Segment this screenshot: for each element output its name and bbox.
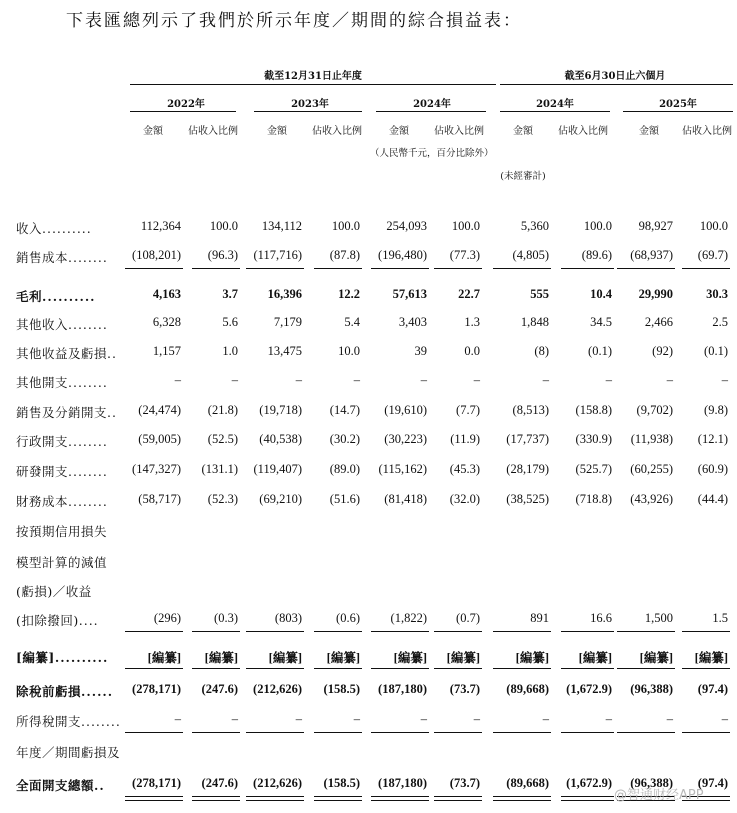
amount-cell: 6,328	[152, 315, 181, 329]
ratio-cell: (44.4)	[697, 492, 728, 506]
ratio-cell: (12.1)	[697, 432, 728, 446]
subtotal-rule	[493, 732, 551, 733]
subtotal-rule	[246, 668, 304, 669]
amount-cell: (19,610)	[384, 403, 427, 417]
amount-cell: 4,163	[152, 287, 181, 301]
amount-cell: (278,171)	[132, 776, 181, 790]
amount-cell: –	[295, 373, 302, 387]
table-row	[0, 582, 737, 604]
ratio-cell: [編纂]	[578, 651, 612, 665]
row-label-text: 除稅前虧損	[16, 684, 82, 699]
amount-cell: [編纂]	[147, 651, 181, 665]
ratio-cell: 100.0	[331, 219, 360, 233]
year-header-2023: 2023年	[291, 99, 329, 110]
amount-cell: (69,210)	[259, 492, 302, 506]
col-header-ratio: 佔收入比例	[682, 126, 732, 137]
table-row	[0, 432, 737, 454]
row-label-text: 所得稅開支	[16, 714, 82, 729]
ratio-cell: (52.3)	[207, 492, 238, 506]
ratio-cell: [編纂]	[446, 651, 480, 665]
total-double-rule	[434, 796, 482, 801]
amount-cell: 5,360	[520, 219, 549, 233]
row-label-text: 研發開支	[16, 464, 69, 479]
ratio-cell: (9.8)	[704, 403, 728, 417]
subtotal-rule	[617, 268, 675, 269]
ratio-cell: –	[353, 712, 360, 726]
subtotal-rule	[371, 668, 429, 669]
amount-cell: 57,613	[392, 287, 427, 301]
ratio-cell: 5.6	[222, 315, 238, 329]
amount-cell: [編纂]	[268, 651, 302, 665]
row-label-text: 其他收入	[16, 317, 69, 332]
ratio-cell: (0.1)	[704, 344, 728, 358]
subtotal-rule	[125, 631, 183, 632]
ratio-cell: 16.6	[590, 611, 612, 625]
amount-cell: (60,255)	[630, 462, 673, 476]
subtotal-rule	[561, 631, 614, 632]
subtotal-rule	[192, 732, 240, 733]
ratio-cell: 3.7	[222, 287, 238, 301]
amount-cell: –	[174, 712, 181, 726]
ratio-cell: (89.6)	[581, 248, 612, 262]
group-rule-annual	[130, 84, 496, 85]
subtotal-rule	[246, 631, 304, 632]
subtotal-rule	[561, 668, 614, 669]
ratio-cell: (32.0)	[449, 492, 480, 506]
table-row	[0, 287, 737, 309]
amount-cell: –	[420, 373, 427, 387]
ratio-cell: (158.5)	[323, 682, 360, 696]
ratio-cell: 100.0	[583, 219, 612, 233]
ratio-cell: (7.7)	[456, 403, 480, 417]
ratio-cell: (247.6)	[201, 682, 238, 696]
col-header-amount: 金額	[639, 126, 659, 137]
amount-cell: (96,388)	[630, 682, 673, 696]
col-header-amount: 金額	[389, 126, 409, 137]
ratio-cell: –	[605, 712, 612, 726]
subtotal-rule	[125, 732, 183, 733]
col-header-amount: 金額	[513, 126, 533, 137]
subtotal-rule	[192, 668, 240, 669]
amount-cell: (11,938)	[630, 432, 673, 446]
table-row	[0, 712, 737, 734]
subtotal-rule	[434, 732, 482, 733]
table-row	[0, 344, 737, 366]
ratio-cell: 100.0	[699, 219, 728, 233]
ratio-cell: 34.5	[590, 315, 612, 329]
amount-cell: (17,737)	[506, 432, 549, 446]
ratio-cell: (0.7)	[456, 611, 480, 625]
ratio-cell: (1,672.9)	[566, 776, 612, 790]
subtotal-rule	[682, 631, 730, 632]
intro-text: 下表匯總列示了我們於所示年度／期間的綜合損益表：	[66, 11, 522, 31]
row-label	[16, 462, 108, 480]
ratio-cell: (21.8)	[207, 403, 238, 417]
ratio-cell: –	[721, 712, 728, 726]
subtotal-rule	[561, 732, 614, 733]
ratio-cell: 1.3	[464, 315, 480, 329]
ratio-cell: 10.0	[338, 344, 360, 358]
amount-cell: (8,513)	[512, 403, 549, 417]
amount-cell: (187,180)	[378, 776, 427, 790]
year-rule	[623, 111, 733, 112]
table-row	[0, 743, 737, 765]
ratio-cell: –	[473, 712, 480, 726]
ratio-cell: (0.1)	[588, 344, 612, 358]
currency-note: （人民幣千元，百分比除外）	[370, 148, 494, 159]
table-row	[0, 403, 737, 425]
table-row	[0, 373, 737, 395]
row-label-text: [編纂]	[16, 650, 55, 665]
subtotal-rule	[434, 268, 482, 269]
ratio-cell: 30.3	[706, 287, 728, 301]
ratio-cell: [編纂]	[326, 651, 360, 665]
subtotal-rule	[192, 631, 240, 632]
total-double-rule	[246, 796, 304, 801]
row-label	[16, 611, 99, 629]
amount-cell: (8)	[534, 344, 549, 358]
amount-cell: (92)	[652, 344, 673, 358]
amount-cell: (43,926)	[630, 492, 673, 506]
amount-cell: 2,466	[644, 315, 673, 329]
table-row	[0, 611, 737, 633]
ratio-cell: (14.7)	[329, 403, 360, 417]
subtotal-rule	[314, 631, 362, 632]
row-label-text: (虧損)／收益	[16, 584, 92, 599]
year-header-2024-h1: 2024年	[536, 99, 574, 110]
subtotal-rule	[682, 268, 730, 269]
ratio-cell: (69.7)	[697, 248, 728, 262]
row-label	[16, 315, 108, 333]
ratio-cell: (96.3)	[207, 248, 238, 262]
table-row	[0, 553, 737, 575]
amount-cell: (117,716)	[253, 248, 302, 262]
table-row	[0, 219, 737, 241]
ratio-cell: 1.0	[222, 344, 238, 358]
row-label-text: (扣除撥回)	[16, 613, 79, 628]
ratio-cell: (73.7)	[449, 776, 480, 790]
group-header-six-months: 截至6月30日止六個月	[564, 71, 666, 82]
amount-cell: (89,668)	[506, 682, 549, 696]
ratio-cell: 12.2	[338, 287, 360, 301]
row-label	[16, 219, 92, 237]
ratio-cell: (30.2)	[329, 432, 360, 446]
amount-cell: –	[174, 373, 181, 387]
row-label-leader: ........	[68, 317, 108, 332]
amount-cell: (803)	[274, 611, 302, 625]
ratio-cell: –	[231, 373, 238, 387]
row-label	[16, 492, 108, 510]
amount-cell: (19,718)	[259, 403, 302, 417]
amount-cell: (30,223)	[384, 432, 427, 446]
col-header-amount: 金額	[267, 126, 287, 137]
total-double-rule	[371, 796, 429, 801]
total-double-rule	[125, 796, 183, 801]
subtotal-rule	[493, 668, 551, 669]
ratio-cell: (158.5)	[323, 776, 360, 790]
year-rule	[500, 111, 610, 112]
year-rule	[376, 111, 486, 112]
amount-cell: (119,407)	[253, 462, 302, 476]
subtotal-rule	[246, 268, 304, 269]
amount-cell: (196,480)	[378, 248, 427, 262]
amount-cell: (40,538)	[259, 432, 302, 446]
amount-cell: (278,171)	[132, 682, 181, 696]
ratio-cell: (1,672.9)	[566, 682, 612, 696]
ratio-cell: (45.3)	[449, 462, 480, 476]
amount-cell: (187,180)	[378, 682, 427, 696]
subtotal-rule	[371, 268, 429, 269]
amount-cell: –	[295, 712, 302, 726]
amount-cell: 3,403	[398, 315, 427, 329]
ratio-cell: (131.1)	[201, 462, 238, 476]
row-label-leader: ..	[107, 346, 117, 361]
ratio-cell: –	[473, 373, 480, 387]
row-label-text: 行政開支	[16, 434, 69, 449]
col-header-ratio: 佔收入比例	[434, 126, 484, 137]
ratio-cell: 22.7	[458, 287, 480, 301]
ratio-cell: (73.7)	[449, 682, 480, 696]
amount-cell: (38,525)	[506, 492, 549, 506]
ratio-cell: (87.8)	[329, 248, 360, 262]
ratio-cell: (77.3)	[449, 248, 480, 262]
amount-cell: (24,474)	[138, 403, 181, 417]
amount-cell: (115,162)	[378, 462, 427, 476]
table-row	[0, 682, 737, 704]
row-label	[16, 648, 108, 666]
ratio-cell: (97.4)	[697, 682, 728, 696]
ratio-cell: (51.6)	[329, 492, 360, 506]
amount-cell: (89,668)	[506, 776, 549, 790]
subtotal-rule	[434, 631, 482, 632]
row-label-text: 毛利	[16, 289, 43, 304]
ratio-cell: (0.3)	[214, 611, 238, 625]
row-label-leader: ........	[68, 434, 108, 449]
row-label-leader: ........	[68, 494, 108, 509]
subtotal-rule	[682, 668, 730, 669]
amount-cell: –	[420, 712, 427, 726]
ratio-cell: 5.4	[344, 315, 360, 329]
ratio-cell: –	[231, 712, 238, 726]
row-label	[16, 522, 107, 540]
subtotal-rule	[314, 268, 362, 269]
amount-cell: 29,990	[638, 287, 673, 301]
amount-cell: 7,179	[273, 315, 302, 329]
row-label	[16, 776, 105, 794]
amount-cell: (108,201)	[132, 248, 181, 262]
year-header-2024: 2024年	[413, 99, 451, 110]
amount-cell: (1,822)	[390, 611, 427, 625]
amount-cell: –	[542, 712, 549, 726]
subtotal-rule	[434, 668, 482, 669]
amount-cell: (212,626)	[253, 682, 302, 696]
total-double-rule	[314, 796, 362, 801]
amount-cell: –	[542, 373, 549, 387]
row-label	[16, 432, 108, 450]
row-label-leader: ....	[78, 613, 99, 628]
amount-cell: (212,626)	[253, 776, 302, 790]
amount-cell: (58,717)	[138, 492, 181, 506]
row-label-text: 銷售成本	[16, 250, 69, 265]
row-label	[16, 344, 117, 362]
year-header-2022: 2022年	[167, 99, 205, 110]
row-label-text: 其他開支	[16, 375, 69, 390]
row-label	[16, 682, 113, 700]
ratio-cell: (52.5)	[207, 432, 238, 446]
amount-cell: (81,418)	[384, 492, 427, 506]
row-label-text: 年度／期間虧損及	[16, 745, 121, 760]
amount-cell: 98,927	[638, 219, 673, 233]
ratio-cell: [編纂]	[204, 651, 238, 665]
amount-cell: (68,937)	[630, 248, 673, 262]
amount-cell: [編纂]	[639, 651, 673, 665]
subtotal-rule	[125, 268, 183, 269]
col-header-ratio: 佔收入比例	[558, 126, 608, 137]
ratio-cell: (158.8)	[575, 403, 612, 417]
subtotal-rule	[493, 631, 551, 632]
row-label-leader: ........	[68, 250, 108, 265]
amount-cell: 1,848	[520, 315, 549, 329]
row-label	[16, 248, 108, 266]
subtotal-rule	[371, 631, 429, 632]
row-label	[16, 287, 96, 305]
subtotal-rule	[371, 732, 429, 733]
row-label-text: 其他收益及虧損	[16, 346, 108, 361]
ratio-cell: –	[605, 373, 612, 387]
row-label	[16, 373, 108, 391]
ratio-cell: 1.5	[712, 611, 728, 625]
table-row	[0, 522, 737, 544]
ratio-cell: 100.0	[451, 219, 480, 233]
amount-cell: –	[666, 712, 673, 726]
row-label	[16, 712, 121, 730]
subtotal-rule	[561, 268, 614, 269]
row-label-leader: ..........	[54, 650, 109, 665]
row-label-text: 模型計算的減值	[16, 555, 108, 570]
row-label-leader: ........	[68, 375, 108, 390]
subtotal-rule	[246, 732, 304, 733]
amount-cell: 134,112	[261, 219, 302, 233]
ratio-cell: 2.5	[712, 315, 728, 329]
row-label-text: 財務成本	[16, 494, 69, 509]
amount-cell: 891	[530, 611, 549, 625]
year-header-2025-h1: 2025年	[659, 99, 697, 110]
year-rule	[130, 111, 236, 112]
amount-cell: (296)	[153, 611, 181, 625]
row-label-leader: ..	[107, 405, 117, 420]
subtotal-rule	[617, 668, 675, 669]
ratio-cell: (247.6)	[201, 776, 238, 790]
ratio-cell: (525.7)	[575, 462, 612, 476]
table-row	[0, 248, 737, 270]
row-label-leader: ..	[94, 778, 105, 793]
amount-cell: (9,702)	[636, 403, 673, 417]
ratio-cell: (97.4)	[697, 776, 728, 790]
unaudited-note: (未經審計)	[500, 171, 546, 182]
subtotal-rule	[617, 732, 675, 733]
row-label-leader: ........	[68, 464, 108, 479]
ratio-cell: (0.6)	[336, 611, 360, 625]
row-label	[16, 403, 117, 421]
row-label	[16, 743, 120, 761]
total-double-rule	[561, 796, 614, 801]
subtotal-rule	[314, 732, 362, 733]
row-label-leader: ......	[81, 684, 114, 699]
ratio-cell: (11.9)	[450, 432, 480, 446]
subtotal-rule	[493, 268, 551, 269]
subtotal-rule	[125, 668, 183, 669]
amount-cell: [編纂]	[393, 651, 427, 665]
table-row	[0, 315, 737, 337]
amount-cell: 112,364	[140, 219, 181, 233]
amount-cell: (59,005)	[138, 432, 181, 446]
row-label-text: 收入	[16, 221, 43, 236]
amount-cell: (4,805)	[512, 248, 549, 262]
ratio-cell: (330.9)	[575, 432, 612, 446]
row-label-leader: ........	[81, 714, 121, 729]
ratio-cell: 10.4	[590, 287, 612, 301]
amount-cell: 254,093	[386, 219, 427, 233]
ratio-cell: (89.0)	[329, 462, 360, 476]
amount-cell: 39	[414, 344, 427, 358]
ratio-cell: –	[353, 373, 360, 387]
row-label-leader: ..........	[42, 221, 92, 236]
row-label	[16, 582, 92, 600]
amount-cell: 1,500	[644, 611, 673, 625]
amount-cell: (28,179)	[506, 462, 549, 476]
table-row	[0, 462, 737, 484]
group-header-annual: 截至12月31日止年度	[264, 71, 362, 82]
amount-cell: 13,475	[267, 344, 302, 358]
amount-cell: 555	[530, 287, 549, 301]
year-rule	[254, 111, 362, 112]
row-label-leader: ..........	[42, 289, 96, 304]
table-row	[0, 492, 737, 514]
table-row	[0, 648, 737, 670]
col-header-ratio: 佔收入比例	[188, 126, 238, 137]
ratio-cell: –	[721, 373, 728, 387]
col-header-ratio: 佔收入比例	[312, 126, 362, 137]
row-label-text: 按預期信用損失	[16, 524, 108, 539]
subtotal-rule	[314, 668, 362, 669]
amount-cell: (147,327)	[132, 462, 181, 476]
amount-cell: 16,396	[267, 287, 302, 301]
row-label-text: 全面開支總額	[16, 778, 95, 793]
ratio-cell: [編纂]	[694, 651, 728, 665]
amount-cell: [編纂]	[515, 651, 549, 665]
amount-cell: (96,388)	[630, 776, 673, 790]
subtotal-rule	[617, 631, 675, 632]
amount-cell: –	[666, 373, 673, 387]
row-label-text: 銷售及分銷開支	[16, 405, 108, 420]
group-rule-six-months	[500, 84, 733, 85]
ratio-cell: 0.0	[464, 344, 480, 358]
row-label	[16, 553, 107, 571]
subtotal-rule	[682, 732, 730, 733]
ratio-cell: (718.8)	[575, 492, 612, 506]
ratio-cell: 100.0	[209, 219, 238, 233]
ratio-cell: (60.9)	[697, 462, 728, 476]
total-double-rule	[493, 796, 551, 801]
total-double-rule	[192, 796, 240, 801]
subtotal-rule	[192, 268, 240, 269]
col-header-amount: 金額	[143, 126, 163, 137]
amount-cell: 1,157	[152, 344, 181, 358]
watermark: @智通财经APP	[614, 788, 704, 803]
